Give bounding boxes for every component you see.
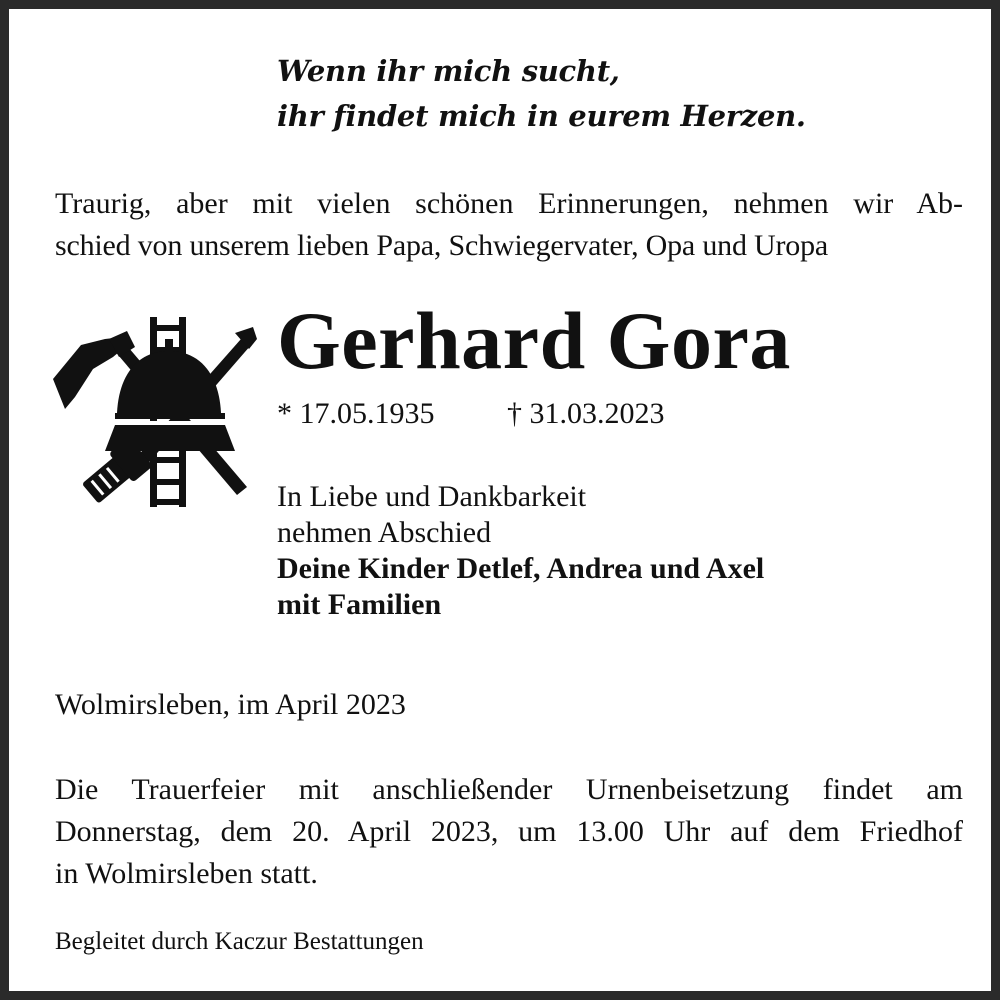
intro-text [55,183,963,267]
deceased-name: Gerhard Gora [277,295,791,386]
mourners-line-4: mit Familien [277,588,442,621]
mourners-line-2: nehmen Abschied [277,516,492,549]
quote-line-2: ihr findet mich in eurem Herzen. [277,99,806,133]
death-date: † 31.03.2023 [507,397,665,430]
funeral-line-2: Donnerstag, dem 20. April 2023, um 13.00 Uhr auf dem Friedhof [55,815,963,848]
funeral-info [55,769,963,895]
birth-date: * 17.05.1935 [277,397,435,430]
life-dates [277,394,665,434]
funeral-line-1: Die Trauerfeier mit anschließender Urnenbeisetzung findet am [55,773,963,806]
place-date: Wolmirsleben, im April 2023 [55,688,406,721]
quote [277,49,837,139]
mourners-line-1: In Liebe und Dankbarkeit [277,480,587,513]
intro-line-1: Traurig, aber mit vielen schönen Erinnerungen, nehmen wir Ab- [55,187,963,220]
funeral-line-3: in Wolmirsleben statt. [55,857,318,890]
firefighter-emblem-icon [53,317,258,509]
mourners-line-3: Deine Kinder Detlef, Andrea und Axel [277,552,765,585]
mourners [277,479,764,623]
quote-line-1: Wenn ihr mich sucht, [277,54,620,88]
undertaker-credit: Begleitet durch Kaczur Bestattungen [55,928,424,955]
intro-line-2: schied von unserem lieben Papa, Schwiegervater, Opa und Uropa [55,229,829,262]
